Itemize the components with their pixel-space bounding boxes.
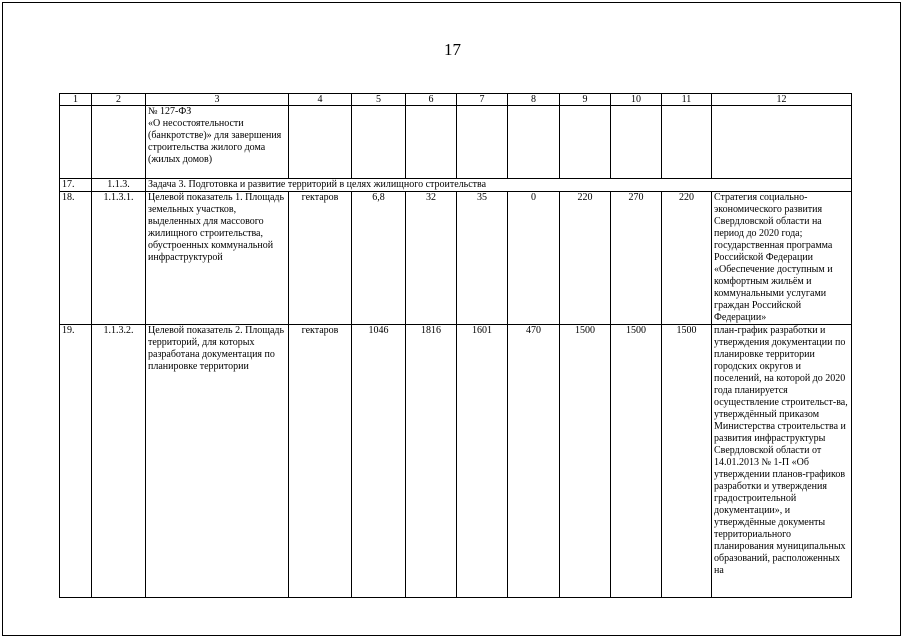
header-cell: 8 (508, 94, 560, 106)
value-cell: 220 (662, 192, 712, 325)
header-cell: 12 (712, 94, 852, 106)
value-cell (611, 106, 662, 179)
header-cell: 5 (352, 94, 406, 106)
value-cell: 270 (611, 192, 662, 325)
value-cell (406, 106, 457, 179)
value-cell: 220 (560, 192, 611, 325)
value-cell: 1046 (352, 325, 406, 598)
source-cell: Стратегия социально-экономического развития Свердловской области на период до 2020 года; государственная программа Российской Федерации «Обеспечение доступным и комфортным жильём и коммунальными услугами граждан Российской Федерации» (712, 192, 852, 325)
row-number (60, 106, 92, 179)
header-cell: 6 (406, 94, 457, 106)
value-cell: 6,8 (352, 192, 406, 325)
row-number: 17. (60, 179, 92, 192)
indicator-name: Целевой показатель 1. Площадь земельных участков, выделенных для массового жилищного строительства, обустроенных коммунальной инфраструктурой (146, 192, 289, 325)
value-cell (352, 106, 406, 179)
value-cell: 1500 (611, 325, 662, 598)
header-cell: 10 (611, 94, 662, 106)
source-cell: план-график разработки и утверждения документации по планировке территории городских округов и поселений, на которой до 2020 года планируется осуществление строительст-ва, утверждённый приказом Министерства строительства и развития инфраструктуры Свердловской области от 14.01.2013 № 1-П «Об утверждении планов-графиков разработки и утверждения градостроительной документации», и утверждённые документы территориального планирования муниципальных образований, расположенных на (712, 325, 852, 598)
value-cell (457, 106, 508, 179)
value-cell (560, 106, 611, 179)
indicator-table (59, 93, 852, 598)
header-cell: 1 (60, 94, 92, 106)
header-cell: 9 (560, 94, 611, 106)
page-number: 17 (444, 40, 461, 59)
header-cell: 4 (289, 94, 352, 106)
header-cell: 3 (146, 94, 289, 106)
source-cell (712, 106, 852, 179)
table-row (60, 179, 852, 192)
unit-cell: гектаров (289, 192, 352, 325)
header-cell: 11 (662, 94, 712, 106)
value-cell: 32 (406, 192, 457, 325)
task-heading: Задача 3. Подготовка и развитие территорий в целях жилищного строительства (146, 179, 852, 192)
row-code: 1.1.3.2. (92, 325, 146, 598)
value-cell: 1601 (457, 325, 508, 598)
value-cell: 1500 (560, 325, 611, 598)
row-code (92, 106, 146, 179)
header-cell: 7 (457, 94, 508, 106)
row-code: 1.1.3. (92, 179, 146, 192)
value-cell: 0 (508, 192, 560, 325)
table-row (60, 325, 852, 598)
unit-cell: гектаров (289, 325, 352, 598)
value-cell: 1816 (406, 325, 457, 598)
row-number: 18. (60, 192, 92, 325)
unit-cell (289, 106, 352, 179)
value-cell: 470 (508, 325, 560, 598)
value-cell: 35 (457, 192, 508, 325)
header-cell: 2 (92, 94, 146, 106)
indicator-name: № 127-ФЗ «О несостоятельности (банкротстве)» для завершения строительства жилого дома (жилых домов) (146, 106, 289, 179)
row-number: 19. (60, 325, 92, 598)
table-row (60, 106, 852, 179)
value-cell: 1500 (662, 325, 712, 598)
row-code: 1.1.3.1. (92, 192, 146, 325)
value-cell (662, 106, 712, 179)
table-row (60, 192, 852, 325)
table-header-row (60, 94, 852, 106)
value-cell (508, 106, 560, 179)
indicator-name: Целевой показатель 2. Площадь территорий, для которых разработана документация по планировке территории (146, 325, 289, 598)
